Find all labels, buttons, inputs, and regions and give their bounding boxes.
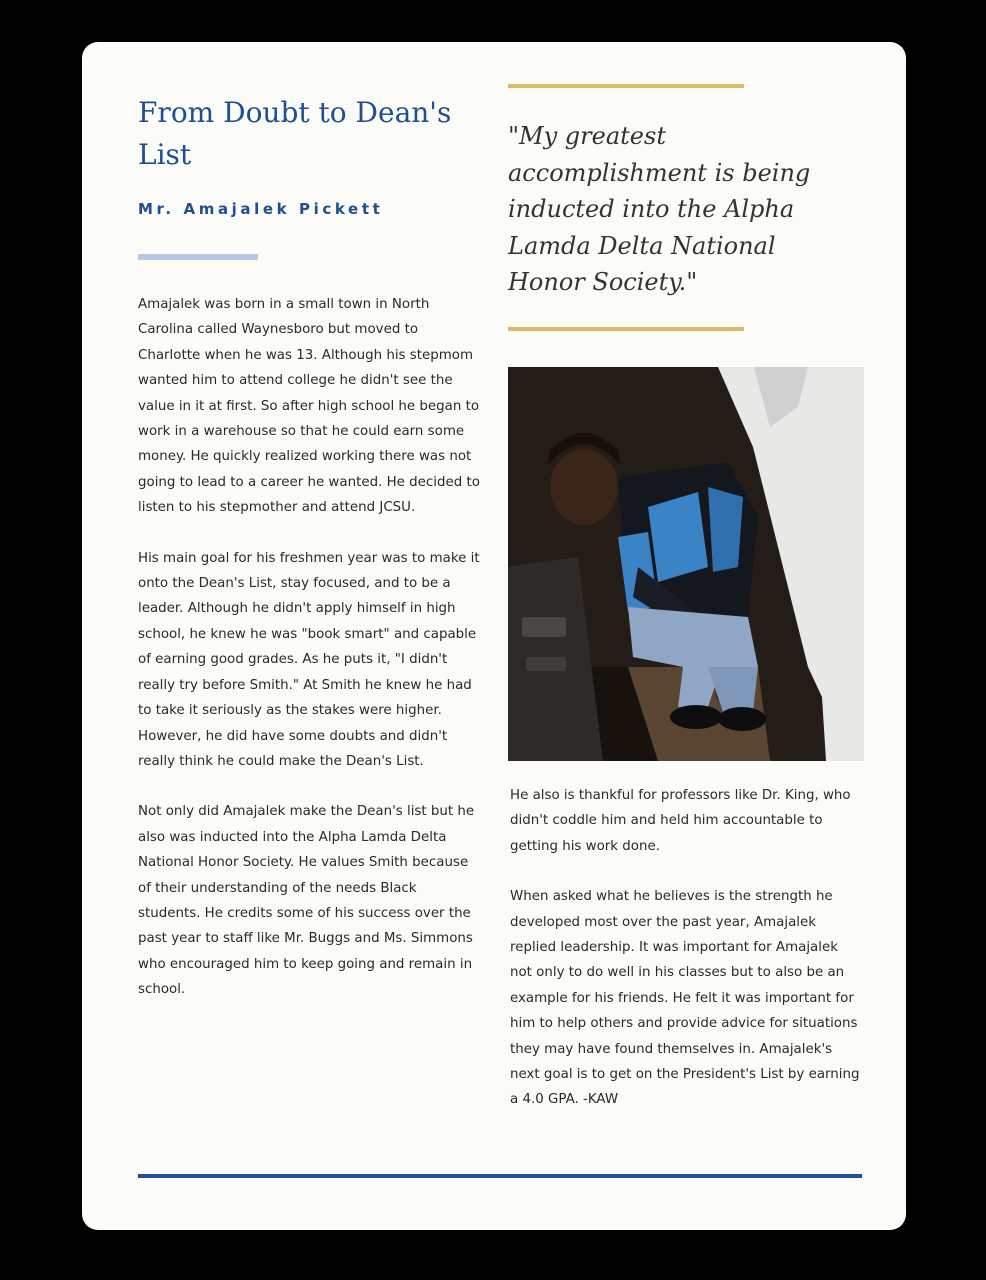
right-paragraph-2: When asked what he believes is the strength he developed most over the past year, Amajalek replied leadership. It was important for Amajalek not only to do well in his classes but to also be an example for his friends. He felt it was important for him to help others and provide advice for situations they may have found themselves in. Amajalek's next goal is to get on the President's List by earning a 4.0 GPA. -KAW <box>510 889 860 1108</box>
quote-bottom-rule <box>508 327 744 331</box>
right-paragraph-1: He also is thankful for professors like Dr. King, who didn't coddle him and held him accountable to getting his work done. <box>510 788 851 854</box>
footer-rule <box>138 1174 862 1178</box>
left-column <box>138 292 480 1028</box>
article-title: From Doubt to Dean's List <box>138 96 452 171</box>
right-column <box>510 783 864 1138</box>
left-paragraph-1: Amajalek was born in a small town in North Carolina called Waynesboro but moved to Charlotte when he was 13. Although his stepmom wanted him to attend college he didn't see the value in it at first. So after high school he began to work in a warehouse so that he could earn some money. He quickly realized working there was not going to lead to a career he wanted. He decided to listen to his stepmother and attend JCSU. <box>138 297 480 516</box>
article-page <box>82 42 906 1230</box>
left-paragraph-2: His main goal for his freshmen year was to make it onto the Dean's List, stay focused, and to be a leader. Although he didn't apply himself in high school, he knew he was "book smart" and capable of earning good grades. As he puts it, "I didn't really try before Smith." At Smith he knew he had to take it seriously as the stakes were higher. However, he did have some doubts and didn't really think he could make the Dean's List. <box>138 550 480 769</box>
student-photo-illustration <box>508 367 864 761</box>
author-name: Mr. Amajalek Pickett <box>138 200 384 218</box>
pull-quote: "My greatest accomplishment is being inducted into the Alpha Lamda Delta National Honor Society." <box>508 122 811 296</box>
student-photo <box>508 367 864 761</box>
title-accent-bar <box>138 254 258 260</box>
left-paragraph-3: Not only did Amajalek make the Dean's list but he also was inducted into the Alpha Lamda Delta National Honor Society. He values Smith because of their understanding of the needs Black students. He credits some of his success over the past year to staff like Mr. Buggs and Ms. Simmons who encouraged him to keep going and remain in school. <box>138 804 475 998</box>
quote-top-rule <box>508 84 744 88</box>
